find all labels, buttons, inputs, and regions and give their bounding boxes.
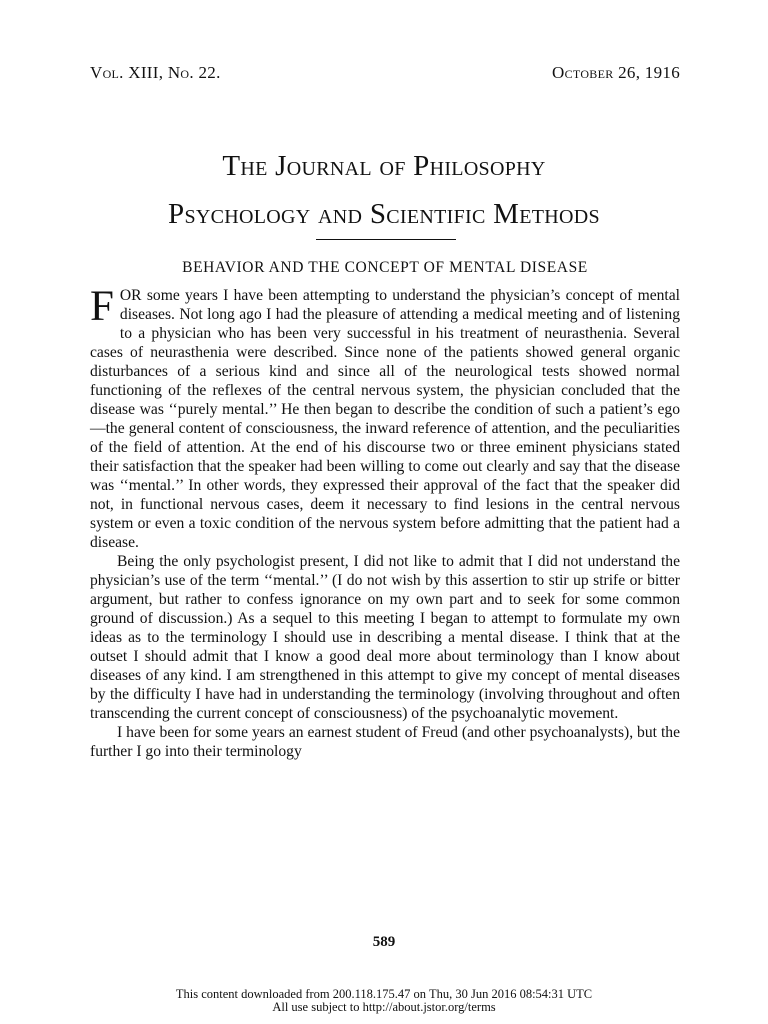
footer-download-info: This content downloaded from 200.118.175.47 on Thu, 30 Jun 2016 08:54:31 UTC <box>175 987 593 1001</box>
paragraph-2: Being the only psychologist present, I did not like to admit that I did not understand the physician’s use of the term ‘‘mental.’’ (I do not wish by this assertion to stir up strife or bitter argument, but rather to confess ignorance on my own part and to seek for some common ground of discussion.) As a sequel to this meeting I began to attempt to formulate my own ideas as to the terminology I should use in describing a mental disease. I think that at the outset I should admit that I know a good deal more about terminology than I know about diseases of any kind. I am strengthened in this attempt to give my concept of mental diseases by the difficulty I have had in understanding the terminology (involving throughout and often transcending the current concept of consciousness) of the psychoanalytic movement. <box>90 553 680 722</box>
page-number: 589 <box>372 934 396 950</box>
footer-terms-link[interactable]: All use subject to http://about.jstor.org/terms <box>272 1000 496 1014</box>
drop-cap: F <box>90 283 114 330</box>
journal-title-line-1: The Journal of Philosophy <box>222 150 546 182</box>
journal-title-line-2: Psychology and Scientific Methods <box>168 198 600 230</box>
article-body <box>90 283 680 761</box>
paragraph-1 <box>90 283 680 552</box>
journal-title <box>0 142 768 238</box>
article-title: BEHAVIOR AND THE CONCEPT OF MENTAL DISEASE <box>182 259 588 276</box>
paragraph-3: I have been for some years an earnest student of Freud (and other psychoanalysts), but the further I go into their terminology <box>90 724 680 760</box>
issue-date: October 26, 1916 <box>552 63 680 82</box>
paragraph-1-text: OR some years I have been attempting to understand the physician’s concept of mental diseases. Not long ago I had the pleasure of attending a medical meeting and of listening to a physician who has been very successful in his treatment of neurasthenia. Several cases of neurasthenia were described. Since none of the patients showed general organic disturbances of a serious kind and since all of the neurological tests showed normal functioning of the reflexes of the central nervous system, the physician concluded that the disease was ‘‘purely mental.’’ He then began to describe the condition of such a patient’s ego—the general content of consciousness, the inward reference of attention, and the peculiarities of the field of attention. At the end of his discourse two or three eminent physicians stated their satisfaction that the speaker had been willing to come out clearly and say that the disease was ‘‘mental.’’ In other words, they expressed their approval of the fact that the speaker did not, in functional nervous cases, deem it necessary to find lesions in the central nervous system or even a toxic condition of the nervous system before admitting that the patient had a disease. <box>90 287 680 551</box>
title-divider <box>316 239 456 240</box>
download-footer <box>0 988 768 1014</box>
volume-number: Vol. XIII, No. 22. <box>90 63 221 82</box>
